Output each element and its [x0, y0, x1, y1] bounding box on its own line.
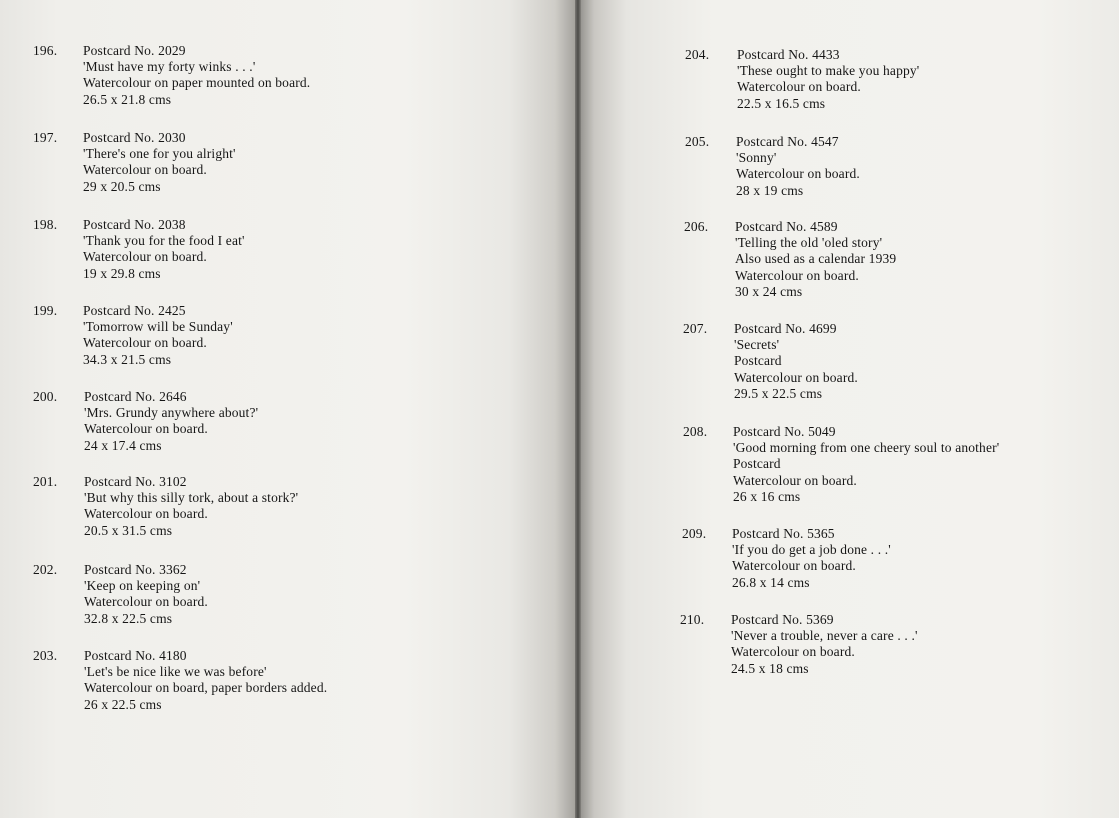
entry-size-line: 34.3 x 21.5 cms [83, 351, 172, 367]
entry-title-line: Postcard No. 4699 [734, 321, 837, 336]
entry-caption-line: 'There's one for you alright' [83, 146, 236, 162]
entry-number: 205. [685, 134, 710, 149]
entry-size-line: 29.5 x 22.5 cms [734, 385, 823, 401]
entry-caption-line: 'Good morning from one cheery soul to another' [733, 440, 1000, 456]
entry-caption-line: 'Mrs. Grundy anywhere about?' [84, 405, 259, 421]
entry-title-line: Postcard No. 5049 [733, 424, 836, 439]
entry-title-line: Postcard No. 2038 [83, 217, 186, 232]
entry-size-line: 26.8 x 14 cms [732, 574, 810, 590]
entry-number: 206. [684, 219, 709, 234]
entry-note-line: Postcard [733, 456, 781, 472]
entry-caption-line: 'Telling the old 'oled story' [735, 235, 883, 251]
entry-size-line: 24.5 x 18 cms [731, 660, 809, 676]
entry-number: 201. [33, 474, 58, 489]
entry-number: 196. [33, 43, 58, 58]
entry-size-line: 19 x 29.8 cms [83, 265, 161, 281]
entry-title-line: Postcard No. 5369 [731, 612, 834, 627]
entry-medium-line: Watercolour on board. [731, 644, 855, 660]
entry-medium-line: Watercolour on board. [737, 79, 861, 95]
entry-number: 203. [33, 648, 58, 663]
entry-title-line: Postcard No. 3362 [84, 562, 187, 577]
entry-medium-line: Watercolour on board. [83, 335, 207, 351]
entry-medium-line: Watercolour on board. [734, 369, 858, 385]
entry-title-line: Postcard No. 2029 [83, 43, 186, 58]
entry-medium-line: Watercolour on board, paper borders added. [84, 680, 328, 696]
entry-medium-line: Watercolour on board. [84, 421, 208, 437]
entry-title-line: Postcard No. 4547 [736, 134, 839, 149]
entry-number: 202. [33, 562, 58, 577]
entry-size-line: 32.8 x 22.5 cms [84, 610, 173, 626]
show-through-decoration [300, 40, 480, 740]
entry-title-line: Postcard No. 4433 [737, 47, 840, 62]
entry-medium-line: Watercolour on paper mounted on board. [83, 75, 311, 91]
entry-number: 209. [682, 526, 707, 541]
entry-title-line: Postcard No. 4589 [735, 219, 838, 234]
entry-size-line: 29 x 20.5 cms [83, 178, 161, 194]
entry-caption-line: 'Keep on keeping on' [84, 578, 201, 594]
entry-caption-line: 'Must have my forty winks . . .' [83, 59, 256, 75]
entry-number: 199. [33, 303, 58, 318]
entry-number: 204. [685, 47, 710, 62]
entry-title-line: Postcard No. 5365 [732, 526, 835, 541]
entry-caption-line: 'Never a trouble, never a care . . .' [731, 628, 918, 644]
entry-caption-line: 'Secrets' [734, 337, 780, 353]
entry-title-line: Postcard No. 2425 [83, 303, 186, 318]
entry-caption-line: 'These ought to make you happy' [737, 63, 920, 79]
entry-size-line: 30 x 24 cms [735, 283, 803, 299]
entry-size-line: 22.5 x 16.5 cms [737, 95, 826, 111]
entry-title-line: Postcard No. 4180 [84, 648, 187, 663]
entry-size-line: 26 x 16 cms [733, 488, 801, 504]
entry-title-line: Postcard No. 2030 [83, 130, 186, 145]
entry-note-line: Also used as a calendar 1939 [735, 251, 897, 267]
entry-caption-line: 'Let's be nice like we was before' [84, 664, 267, 680]
entry-size-line: 20.5 x 31.5 cms [84, 522, 173, 538]
entry-caption-line: 'Tomorrow will be Sunday' [83, 319, 233, 335]
entry-number: 210. [680, 612, 705, 627]
entry-caption-line: 'Thank you for the food I eat' [83, 233, 245, 249]
entry-medium-line: Watercolour on board. [735, 267, 859, 283]
entry-caption-line: 'Sonny' [736, 150, 777, 166]
entry-size-line: 24 x 17.4 cms [84, 437, 162, 453]
entry-medium-line: Watercolour on board. [733, 472, 857, 488]
entry-title-line: Postcard No. 2646 [84, 389, 187, 404]
entry-medium-line: Watercolour on board. [736, 166, 860, 182]
right-page [578, 0, 1119, 818]
entry-caption-line: 'If you do get a job done . . .' [732, 542, 891, 558]
entry-number: 200. [33, 389, 58, 404]
entry-size-line: 26.5 x 21.8 cms [83, 91, 172, 107]
entry-medium-line: Watercolour on board. [84, 506, 208, 522]
entry-title-line: Postcard No. 3102 [84, 474, 187, 489]
entry-number: 208. [683, 424, 708, 439]
entry-medium-line: Watercolour on board. [732, 558, 856, 574]
entry-number: 207. [683, 321, 708, 336]
entry-size-line: 26 x 22.5 cms [84, 696, 162, 712]
entry-caption-line: 'But why this silly tork, about a stork?' [84, 490, 299, 506]
entry-number: 197. [33, 130, 58, 145]
entry-number: 198. [33, 217, 58, 232]
entry-medium-line: Watercolour on board. [83, 249, 207, 265]
book-gutter [575, 0, 581, 818]
entry-medium-line: Watercolour on board. [83, 162, 207, 178]
entry-medium-line: Watercolour on board. [84, 594, 208, 610]
entry-size-line: 28 x 19 cms [736, 182, 804, 198]
entry-note-line: Postcard [734, 353, 782, 369]
